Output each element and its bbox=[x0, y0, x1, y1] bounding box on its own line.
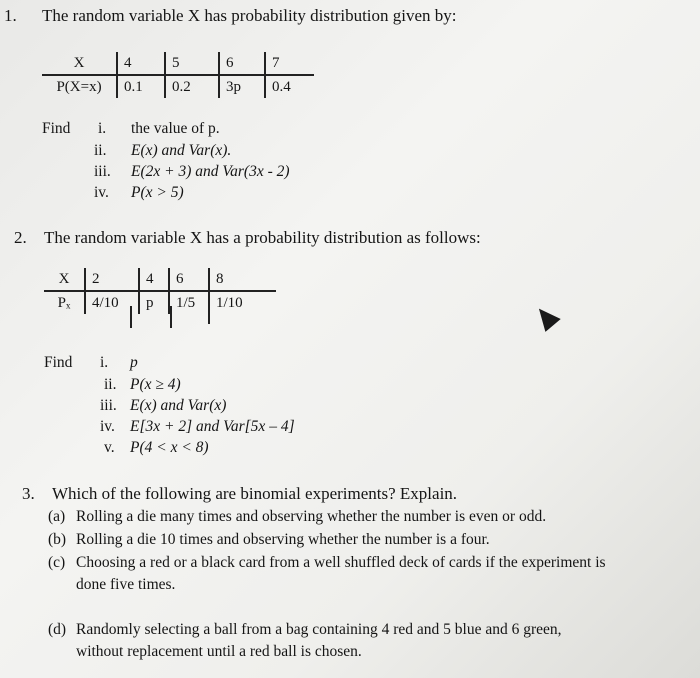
q1-prompt: The random variable X has probability distribution given by: bbox=[42, 6, 457, 25]
q1-cell-header-p: P(X=x) bbox=[56, 79, 102, 95]
q1-cell-x-3: 6 bbox=[219, 52, 265, 75]
q2-cell-x-2: 4 bbox=[139, 268, 169, 291]
q2-distribution-table bbox=[44, 268, 276, 314]
mouse-pointer-icon bbox=[531, 302, 560, 332]
q1-cell-header-x: X bbox=[42, 52, 117, 75]
q1-cell-x-2: 5 bbox=[165, 52, 219, 75]
q2-cell-x-1: 2 bbox=[85, 268, 139, 291]
q2-cell-p-3: 1/5 bbox=[169, 291, 209, 314]
q1-cell-p-1: 0.1 bbox=[117, 75, 165, 98]
q1-item-num: iii. bbox=[94, 163, 111, 180]
q1-item-text: P(x > 5) bbox=[131, 184, 184, 201]
q3-item-text: Randomly selecting a ball from a bag containing 4 red and 5 blue and 6 green, bbox=[76, 621, 562, 638]
table-rule bbox=[170, 306, 172, 328]
table-rule bbox=[208, 306, 210, 324]
q3-item-text-cont: done five times. bbox=[76, 576, 176, 593]
q1-cell-p-4: 0.4 bbox=[265, 75, 314, 98]
q2-item-num: ii. bbox=[104, 376, 117, 393]
q2-find-label: Find bbox=[44, 354, 73, 371]
q2-cell-header-x: X bbox=[44, 268, 85, 291]
q2-item-num: i. bbox=[100, 354, 109, 371]
q3-item-text: Rolling a die many times and observing whether the number is even or odd. bbox=[76, 508, 547, 525]
q2-item-num: v. bbox=[104, 439, 115, 456]
q1-item-text: E(2x + 3) and Var(3x - 2) bbox=[131, 163, 290, 180]
q2-cell-p-2: p bbox=[139, 291, 169, 314]
q1-cell-p-2: 0.2 bbox=[165, 75, 219, 98]
q3-prompt: Which of the following are binomial experiments? Explain. bbox=[52, 484, 458, 503]
q2-cell-p-4: 1/10 bbox=[209, 291, 276, 314]
q2-cell-p-1: 4/10 bbox=[85, 291, 139, 314]
q2-item-text: E(x) and Var(x) bbox=[130, 397, 227, 414]
q3-item-label: (a) bbox=[48, 508, 66, 525]
q1-item-num: ii. bbox=[94, 142, 107, 159]
q3-item-text: Choosing a red or a black card from a well shuffled deck of cards if the experiment is bbox=[76, 554, 606, 571]
q3-item-text-cont: without replacement until a red ball is chosen. bbox=[76, 643, 362, 660]
q1-cell-x-1: 4 bbox=[117, 52, 165, 75]
q2-item-num: iv. bbox=[100, 418, 115, 435]
q3-item-label: (c) bbox=[48, 554, 66, 571]
q1-cell-x-4: 7 bbox=[265, 52, 314, 75]
q3-item-label: (d) bbox=[48, 621, 67, 638]
q1-distribution-table bbox=[42, 52, 314, 98]
q3-number: 3. bbox=[22, 484, 35, 503]
q3-item-label: (b) bbox=[48, 531, 67, 548]
q2-cell-x-4: 8 bbox=[209, 268, 276, 291]
q2-cell-x-3: 6 bbox=[169, 268, 209, 291]
q1-item-text: the value of p. bbox=[131, 120, 220, 137]
q1-find-label: Find bbox=[42, 120, 71, 137]
q2-item-num: iii. bbox=[100, 397, 117, 414]
q2-item-text: p bbox=[130, 354, 138, 371]
q2-item-text: P(4 < x < 8) bbox=[130, 439, 209, 456]
q2-item-text: E[3x + 2] and Var[5x – 4] bbox=[130, 418, 295, 435]
q3-item-text: Rolling a die 10 times and observing whether the number is a four. bbox=[76, 531, 490, 548]
q1-cell-p-3: 3p bbox=[219, 75, 265, 98]
q1-number: 1. bbox=[4, 6, 17, 25]
table-rule bbox=[130, 306, 132, 328]
q2-prompt: The random variable X has a probability distribution as follows: bbox=[44, 228, 481, 247]
q1-item-text: E(x) and Var(x). bbox=[131, 142, 232, 159]
q2-item-text: P(x ≥ 4) bbox=[130, 376, 181, 393]
q2-cell-header-p: Pₓ bbox=[57, 295, 71, 311]
q1-item-num: i. bbox=[98, 120, 107, 137]
q2-number: 2. bbox=[14, 228, 27, 247]
q1-item-num: iv. bbox=[94, 184, 109, 201]
